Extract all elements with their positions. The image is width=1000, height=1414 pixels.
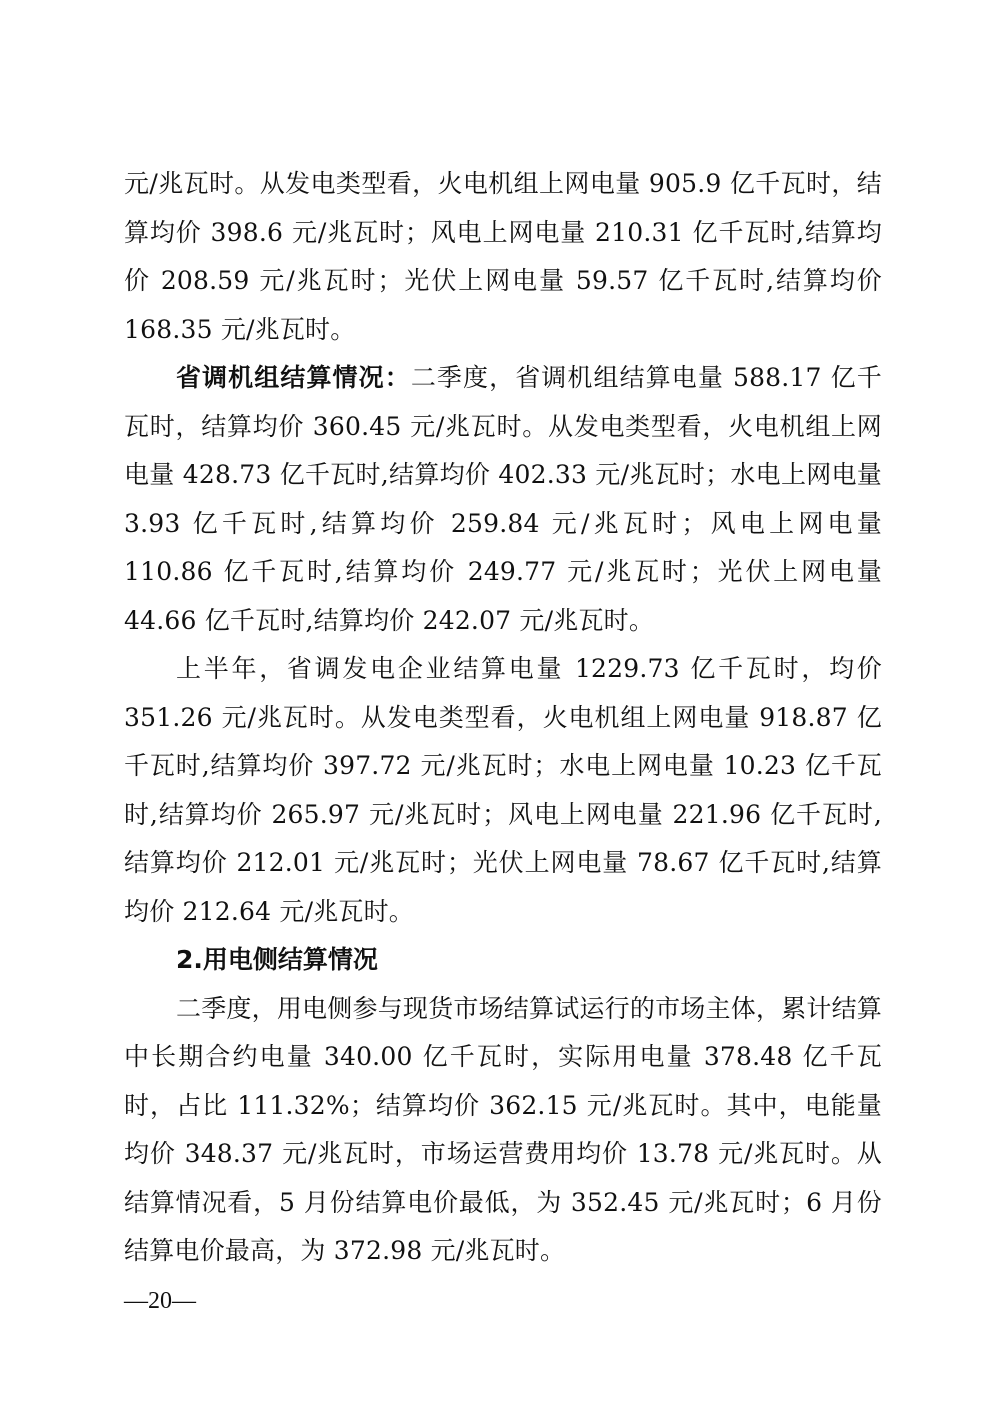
paragraph-generation-summary: 元/兆瓦时。从发电类型看，火电机组上网电量 905.9 亿千瓦时，结算均价 398.6 元/兆瓦时；风电上网电量 210.31 亿千瓦时,结算均价 208.59 元/兆瓦时；光伏上网电量 59.57 亿千瓦时,结算均价 168.35 元/兆瓦时。 [124,169,882,344]
section-heading: 2.用电侧结算情况 [176,945,378,974]
document-body [124,160,882,1276]
paragraph-half-year: 上半年，省调发电企业结算电量 1229.73 亿千瓦时，均价 351.26 元/兆瓦时。从发电类型看，火电机组上网电量 918.87 亿千瓦时,结算均价 397.72 元/兆瓦时；水电上网电量 10.23 亿千瓦时,结算均价 265.97 元/兆瓦时；风电上网电量 221.96 亿千瓦时,结算均价 212.01 元/兆瓦时；光伏上网电量 78.67 亿千瓦时,结算均价 212.64 元/兆瓦时。 [124,654,882,926]
paragraph-lead-title: 省调机组结算情况： [176,363,411,392]
page-number: —20— [124,1288,196,1314]
paragraph-consumption-side: 二季度，用电侧参与现货市场结算试运行的市场主体，累计结算中长期合约电量 340.00 亿千瓦时，实际用电量 378.48 亿千瓦时，占比 111.32%；结算均价 362.15 元/兆瓦时。其中，电能量均价 348.37 元/兆瓦时，市场运营费用均价 13.78 元/兆瓦时。从结算情况看，5 月份结算电价最低，为 352.45 元/兆瓦时；6 月份结算电价最高，为 372.98 元/兆瓦时。 [124,993,882,1265]
paragraph-provincial-units [124,354,882,645]
paragraph-lead-body: 二季度，省调机组结算电量 588.17 亿千瓦时，结算均价 360.45 元/兆瓦时。从发电类型看，火电机组上网电量 428.73 亿千瓦时,结算均价 402.33 元/兆瓦时；水电上网电量 3.93 亿千瓦时,结算均价 259.84 元/兆瓦时；风电上网电量 110.86 亿千瓦时,结算均价 249.77 元/兆瓦时；光伏上网电量 44.66 亿千瓦时,结算均价 242.07 元/兆瓦时。 [124,363,882,635]
